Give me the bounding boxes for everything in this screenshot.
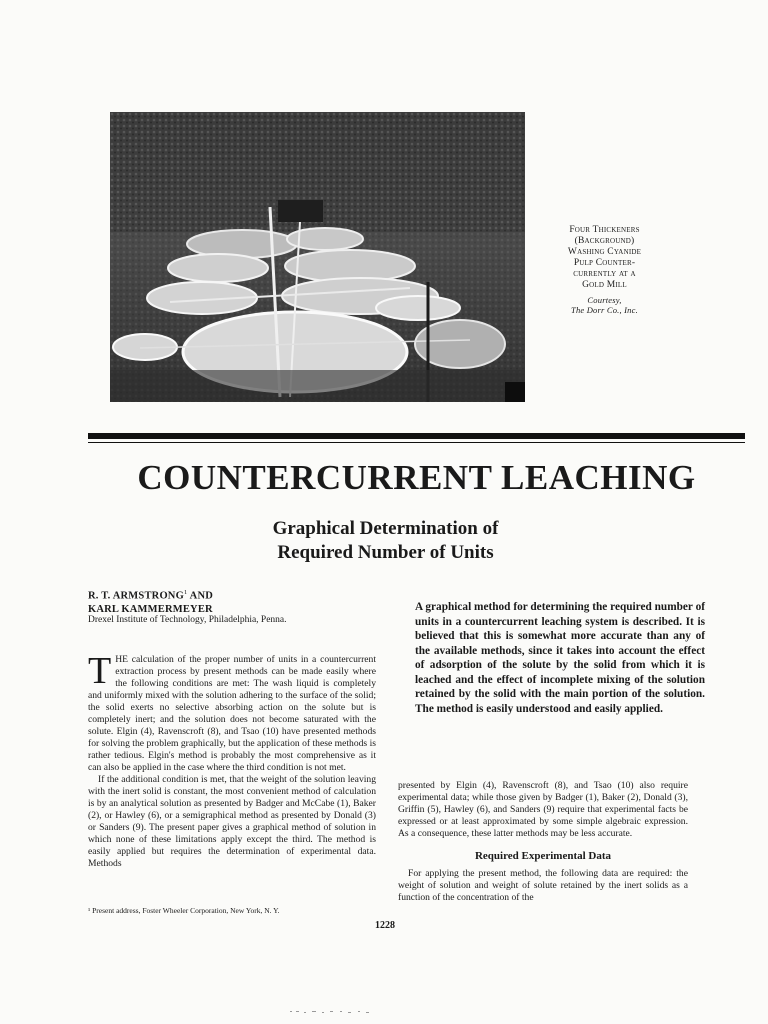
body-paragraph: For applying the present method, the following data are required: the weight of solution and weight of solute retained by the inert solids as a function of the concentration of the	[398, 868, 688, 903]
left-column-body	[88, 650, 376, 870]
thickener-photo	[110, 112, 525, 402]
subtitle-line-1: Graphical Determination of	[272, 518, 499, 539]
article-title: COUNTERCURRENT LEACHING	[137, 458, 696, 497]
scan-artifact	[290, 1002, 410, 1008]
right-column-body	[398, 780, 688, 904]
scan-artifact-dots	[290, 1009, 410, 1015]
caption-line: Washing Cyanide	[567, 247, 642, 257]
body-paragraph: If the additional condition is met, that the weight of the solution leaving with the inert solid is constant, the most convenient method of calculation is by an analytical solution as presented by Badger and McCabe (1), Baker (2), or Hawley (6), or a semigraphical method as presented by Donald (3) or Sanders (9). The present paper gives a graphical method of solution in which none of these limitations apply except the third. The method is easily applied but requires the determination of experimental data. Methods	[88, 774, 376, 869]
author-kammermeyer: KARL KAMMERMEYER	[88, 603, 213, 615]
page-number: 1228	[375, 920, 395, 931]
author-list	[88, 586, 388, 616]
author-and: AND	[187, 590, 214, 602]
body-paragraph	[88, 650, 376, 774]
courtesy-source: The Dorr Co., Inc.	[571, 305, 638, 315]
author-armstrong: R. T. ARMSTRONG	[88, 590, 184, 602]
photo-caption	[552, 225, 657, 315]
footnote: ¹ Present address, Foster Wheeler Corporation, New York, N. Y.	[88, 906, 280, 915]
caption-line: currently at a	[573, 269, 636, 279]
body-paragraph: presented by Elgin (4), Ravenscroft (8), and Tsao (10) also require experimental data; while those given by Badger (1), Baker (2), Donald (3), Griffin (5), Hawley (6), and Sanders (9) require that experimental facts be expressed or at least approximated by some simple algebraic expression. As a consequence, these latter methods may be less accurate.	[398, 780, 688, 839]
heavy-rule	[88, 433, 745, 439]
article-subtitle	[88, 517, 683, 565]
subtitle-line-2: Required Number of Units	[277, 542, 494, 563]
thickener-photo-image	[110, 112, 525, 402]
paragraph-text: HE calculation of the proper number of units in a countercurrent extraction process by present methods can be made easily where the following conditions are met: The wash liquid is completely and uniformly mixed with the solution adhering to the surface of the solid; the solid exerts no selective absorbing action on the solute but is completely inert; and the solution does not become saturated with the solute. Elgin (4), Ravenscroft (8), and Tsao (10) have presented methods for solving the problem graphically, but the application of these methods is rather tedious. Elgin's method is probably the most comprehensive as it can also be applied in the case where the third condition is not met.	[88, 654, 376, 773]
caption-line: (Background)	[574, 236, 635, 246]
caption-line: Pulp Counter-	[573, 258, 636, 268]
author-footnote-mark: 1	[183, 589, 188, 596]
caption-line: Four Thickeners	[569, 225, 640, 235]
courtesy-label: Courtesy,	[587, 295, 622, 305]
author-affiliation: Drexel Institute of Technology, Philadelphia, Penna.	[88, 615, 287, 625]
section-heading: Required Experimental Data	[474, 850, 612, 862]
caption-line: Gold Mill	[582, 280, 627, 290]
abstract: A graphical method for determining the required number of units in a countercurrent leaching system is described. It is believed that this is somewhat more accurate than any of the available methods, since it takes into account the effect of adsorption of the solute by the solid from which it is leached and the effect of incomplete mixing of the solution retained by the solid with the main portion of the solution. The method is easily understood and easily applied.	[415, 601, 705, 715]
caption-courtesy	[552, 295, 657, 315]
drop-cap: T	[88, 650, 112, 692]
thin-rule	[88, 442, 745, 443]
author-line-1	[88, 586, 388, 603]
